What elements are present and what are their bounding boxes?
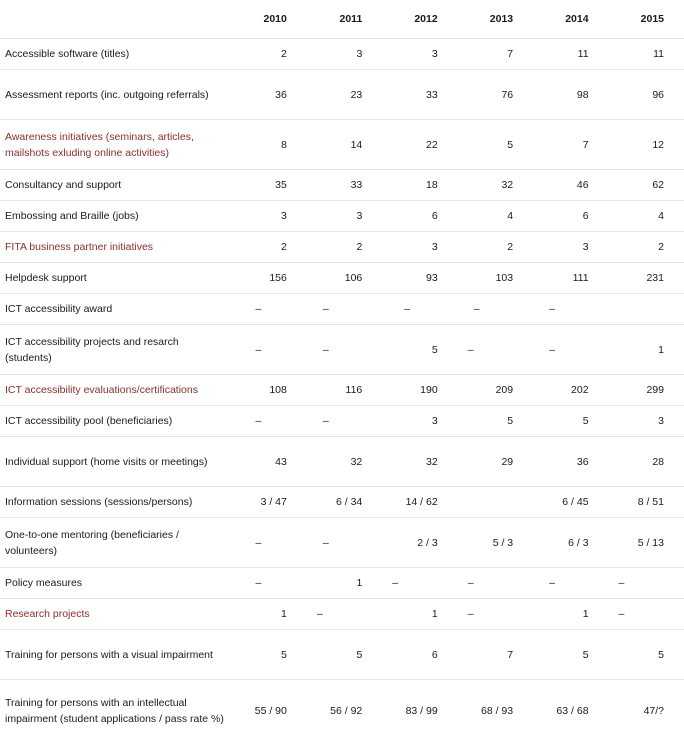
cell-value: 23 <box>307 70 382 120</box>
cell-value: 2 <box>231 232 306 263</box>
cell-value: 2 / 3 <box>382 518 457 568</box>
cell-value: 5 <box>231 630 306 680</box>
cell-value: 32 <box>458 170 533 201</box>
cell-value: 11 <box>533 39 608 70</box>
cell-value: 7 <box>533 120 608 170</box>
row-label: Individual support (home visits or meetings) <box>0 437 231 487</box>
cell-value: 32 <box>382 437 457 487</box>
cell-value: – <box>609 568 684 599</box>
cell-value: – <box>307 599 382 630</box>
cell-value: 1 <box>307 568 382 599</box>
table-row <box>0 294 684 325</box>
cell-value: 5 <box>533 630 608 680</box>
cell-value <box>609 294 684 325</box>
row-label-link[interactable]: Awareness initiatives (seminars, articles, mailshots exluding online activities) <box>0 120 231 170</box>
cell-value: 28 <box>609 437 684 487</box>
cell-value: 14 / 62 <box>382 487 457 518</box>
cell-value: – <box>307 325 382 375</box>
table-row <box>0 170 684 201</box>
cell-value: 3 <box>307 201 382 232</box>
cell-value: 1 <box>382 599 457 630</box>
row-label: Information sessions (sessions/persons) <box>0 487 231 518</box>
cell-value: 6 / 45 <box>533 487 608 518</box>
cell-value: 202 <box>533 375 608 406</box>
year-header: 2015 <box>640 13 664 25</box>
table-row <box>0 325 684 375</box>
header-row <box>0 0 684 39</box>
cell-value: 63 / 68 <box>533 680 608 742</box>
table-row <box>0 568 684 599</box>
cell-value: 22 <box>382 120 457 170</box>
cell-value: – <box>609 599 684 630</box>
cell-value: 299 <box>609 375 684 406</box>
cell-value: 3 / 47 <box>231 487 306 518</box>
table-row <box>0 120 684 170</box>
cell-value: 103 <box>458 263 533 294</box>
cell-value: 32 <box>307 437 382 487</box>
cell-value: 2 <box>458 232 533 263</box>
cell-value: – <box>382 568 457 599</box>
cell-value: – <box>458 568 533 599</box>
cell-value: – <box>231 294 306 325</box>
cell-value: 6 / 3 <box>533 518 608 568</box>
cell-value: 12 <box>609 120 684 170</box>
cell-value: 3 <box>382 406 457 437</box>
cell-value: – <box>458 599 533 630</box>
table-row <box>0 39 684 70</box>
cell-value: – <box>307 406 382 437</box>
cell-value: 43 <box>231 437 306 487</box>
cell-value: 33 <box>382 70 457 120</box>
cell-value: 4 <box>609 201 684 232</box>
cell-value: 36 <box>231 70 306 120</box>
cell-value: 76 <box>458 70 533 120</box>
cell-value: 5 <box>609 630 684 680</box>
cell-value: – <box>231 325 306 375</box>
cell-value: 116 <box>307 375 382 406</box>
cell-value: – <box>307 518 382 568</box>
table-row <box>0 599 684 630</box>
cell-value: 2 <box>609 232 684 263</box>
cell-value: 62 <box>609 170 684 201</box>
cell-value: – <box>533 325 608 375</box>
cell-value: 47/? <box>609 680 684 742</box>
table-row <box>0 70 684 120</box>
cell-value: – <box>231 568 306 599</box>
cell-value: 6 <box>533 201 608 232</box>
cell-value: 55 / 90 <box>231 680 306 742</box>
row-label: Training for persons with a visual impairment <box>0 630 231 680</box>
cell-value: 33 <box>307 170 382 201</box>
row-label: Helpdesk support <box>0 263 231 294</box>
table-row <box>0 263 684 294</box>
cell-value: 5 <box>458 120 533 170</box>
cell-value: 1 <box>533 599 608 630</box>
cell-value: 29 <box>458 437 533 487</box>
cell-value: 56 / 92 <box>307 680 382 742</box>
table-row <box>0 437 684 487</box>
header-label <box>0 0 231 39</box>
year-header: 2013 <box>489 13 514 25</box>
cell-value: 3 <box>609 406 684 437</box>
cell-value: 4 <box>458 201 533 232</box>
cell-value: 6 <box>382 201 457 232</box>
row-label: Training for persons with an intellectual impairment (student applications / pass rate %) <box>0 680 231 742</box>
cell-value: 190 <box>382 375 457 406</box>
cell-value: 36 <box>533 437 608 487</box>
table-row <box>0 375 684 406</box>
year-header: 2010 <box>263 13 287 25</box>
cell-value: 3 <box>382 39 457 70</box>
table-row <box>0 406 684 437</box>
cell-value: 6 / 34 <box>307 487 382 518</box>
row-label: Consultancy and support <box>0 170 231 201</box>
cell-value: 209 <box>458 375 533 406</box>
table-row <box>0 680 684 742</box>
cell-value: 231 <box>609 263 684 294</box>
cell-value: 98 <box>533 70 608 120</box>
cell-value: 5 / 3 <box>458 518 533 568</box>
cell-value: – <box>382 294 457 325</box>
cell-value: 5 <box>307 630 382 680</box>
table-row <box>0 232 684 263</box>
table-row <box>0 201 684 232</box>
row-label: Policy measures <box>0 568 231 599</box>
cell-value: 108 <box>231 375 306 406</box>
cell-value: 7 <box>458 39 533 70</box>
cell-value: – <box>533 568 608 599</box>
cell-value: 106 <box>307 263 382 294</box>
cell-value: 14 <box>307 120 382 170</box>
cell-value: 5 / 13 <box>609 518 684 568</box>
cell-value: – <box>231 518 306 568</box>
cell-value: 1 <box>231 599 306 630</box>
cell-value: 3 <box>307 39 382 70</box>
cell-value: 3 <box>231 201 306 232</box>
cell-value: 83 / 99 <box>382 680 457 742</box>
table-row <box>0 487 684 518</box>
cell-value: 35 <box>231 170 306 201</box>
cell-value: 46 <box>533 170 608 201</box>
cell-value: 6 <box>382 630 457 680</box>
cell-value: – <box>458 294 533 325</box>
cell-value: 5 <box>458 406 533 437</box>
year-header: 2014 <box>565 13 589 25</box>
cell-value: 5 <box>382 325 457 375</box>
cell-value: 1 <box>609 325 684 375</box>
row-label-link[interactable]: ICT accessibility evaluations/certifications <box>0 375 231 406</box>
row-label: Embossing and Braille (jobs) <box>0 201 231 232</box>
cell-value: 8 <box>231 120 306 170</box>
cell-value: 111 <box>533 263 608 294</box>
row-label: Accessible software (titles) <box>0 39 231 70</box>
year-header: 2011 <box>339 13 363 25</box>
cell-value: – <box>533 294 608 325</box>
cell-value: 18 <box>382 170 457 201</box>
row-label: ICT accessibility award <box>0 294 231 325</box>
cell-value: 93 <box>382 263 457 294</box>
cell-value: 68 / 93 <box>458 680 533 742</box>
cell-value: 7 <box>458 630 533 680</box>
cell-value: – <box>231 406 306 437</box>
cell-value: 2 <box>231 39 306 70</box>
cell-value: 3 <box>533 232 608 263</box>
cell-value: 8 / 51 <box>609 487 684 518</box>
cell-value: 5 <box>533 406 608 437</box>
cell-value <box>458 487 533 518</box>
row-label: ICT accessibility pool (beneficiaries) <box>0 406 231 437</box>
row-label: One-to-one mentoring (beneficiaries / volunteers) <box>0 518 231 568</box>
row-label-link[interactable]: Research projects <box>0 599 231 630</box>
cell-value: – <box>307 294 382 325</box>
cell-value: – <box>458 325 533 375</box>
row-label-link[interactable]: FITA business partner initiatives <box>0 232 231 263</box>
cell-value: 11 <box>609 39 684 70</box>
table-row <box>0 630 684 680</box>
cell-value: 3 <box>382 232 457 263</box>
cell-value: 156 <box>231 263 306 294</box>
year-header: 2012 <box>414 13 438 25</box>
row-label: Assessment reports (inc. outgoing referrals) <box>0 70 231 120</box>
table-row <box>0 518 684 568</box>
cell-value: 2 <box>307 232 382 263</box>
cell-value: 96 <box>609 70 684 120</box>
row-label: ICT accessibility projects and resarch (students) <box>0 325 231 375</box>
